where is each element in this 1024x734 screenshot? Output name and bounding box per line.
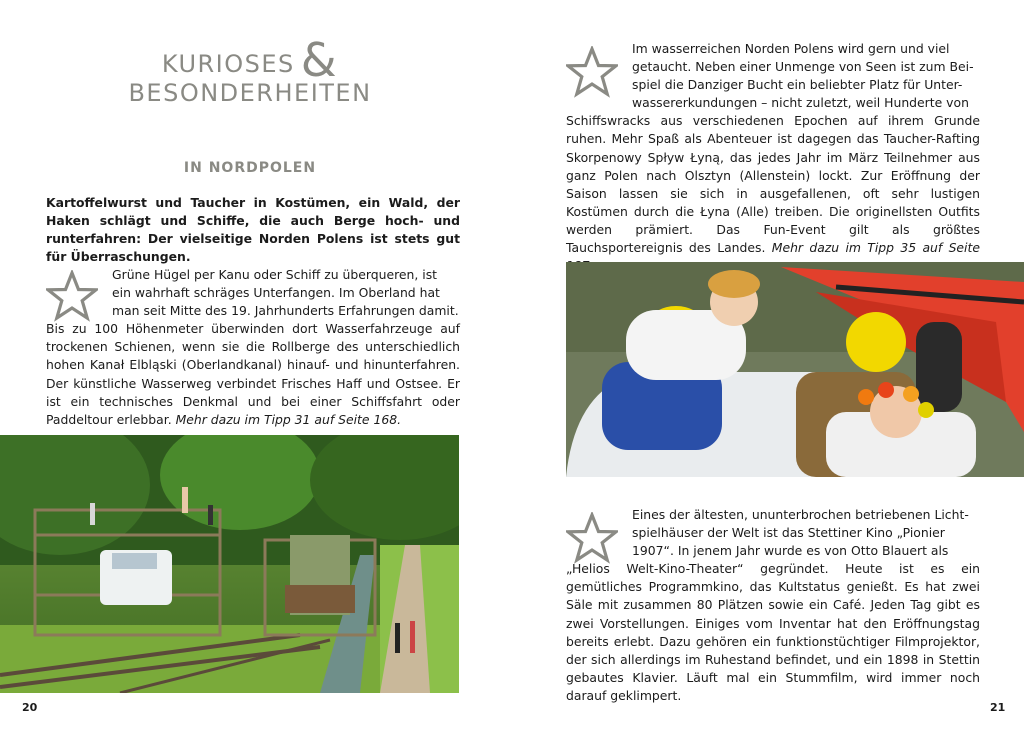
cinema-line-3: 1907“. In jenem Jahr wurde es von Otto Blauert als: [632, 543, 949, 559]
page-heading: [80, 33, 420, 108]
canal-line-3: man seit Mitte des 19. Jahrhunderts Erfahrungen damit.: [112, 303, 459, 319]
diving-reference: Mehr dazu im Tipp 35 auf Seite: [771, 240, 980, 256]
article-canal: [46, 266, 460, 429]
cinema-line-1: Eines der ältesten, ununterbrochen betriebenen Licht-: [632, 507, 969, 522]
diving-line-3: spiel die Danziger Bucht ein beliebter Platz für Unter-: [632, 77, 963, 93]
canal-body: Bis zu 100 Höhenmeter überwinden dort Wasserfahrzeuge auf trockenen Schienen, wenn sie die Rollberge des unterschiedlich hohen Kanał Elbląski (Oberlandkanal) hinauf- und hinunterfahren. Der künstliche Wasserweg verbindet Frisches Haff und Ostsee. Er ist ein technisches Denkmal und bei einer Schiffsfahrt oder Paddeltour erlebbar.: [46, 321, 460, 427]
diving-line-4: wassererkundungen – nicht zuletzt, weil Hunderte von: [632, 95, 969, 111]
page-number-left: 20: [22, 701, 38, 714]
right-page: [512, 0, 1024, 734]
heading-ampersand: &: [300, 33, 339, 87]
lead-paragraph: Kartoffelwurst und Taucher in Kostümen, ein Wald, der Haken schlägt und Schiffe, die auch Berge hoch- und runterfahren: Der vielseitige Norden Polens ist stets gut für Überraschungen.: [46, 195, 460, 264]
canal-line-2: ein wahrhaft schräges Unterfangen. Im Oberland hat: [112, 285, 440, 301]
diving-body: Schiffswracks aus verschiedenen Epochen auf ihrem Grunde ruhen. Mehr Spaß als Abenteuer ist dagegen das Taucher-Rafting Skorpenowy Spływ Łyną, das jedes Jahr im März Teilnehmer aus ganz Polen nach Olsztyn (Allenstein) lockt. Zur Eröffnung der Saison lassen sie sich in ausgefallenen, oft sehr lustigen Kostümen durch die Łyna (Alle) treiben. Die originellsten Outfits werden prämiert. Das Fun-Event gilt als größtes Tauchsportereignis des Landes.: [566, 113, 980, 256]
canal-boat-railway-photo: [0, 435, 459, 693]
heading-line-1: KURIOSES: [161, 50, 295, 78]
canal-line-1: Grüne Hügel per Kanu oder Schiff zu überqueren, ist: [112, 267, 438, 282]
costumed-rafting-photo: [566, 262, 1024, 477]
canal-reference: Mehr dazu im Tipp 31 auf Seite 168.: [175, 411, 402, 427]
article-cinema: [566, 506, 980, 705]
page-number-right: 21: [990, 701, 1006, 714]
cinema-line-2: spielhäuser der Welt ist das Stettiner Kino „Pionier: [632, 525, 945, 541]
article-diving: [566, 40, 980, 275]
heading-line-2: BESONDERHEITEN: [128, 79, 372, 107]
subheading: IN NORDPOLEN: [183, 160, 317, 176]
cinema-body: „Helios Welt-Kino-Theater“ gegründet. Heute ist es ein gemütliches Programmkino, das Kultstatus genießt. Es hat zwei Säle mit zusammen 80 Plätzen sowie ein Café. Jeden Tag gibt es zwei Vorstellungen. Einiges vom Inventar hat den Eröffnungstag bereits erlebt. Dazu gehören ein funktionstüchtiger Filmprojektor, der sich allerdings im Ruhestand befindet, und ein 1898 in Stettin gebautes Klavier. Läuft mal ein Stummfilm, wird immer noch darauf geklimpert.: [566, 561, 980, 703]
diving-line-2: getaucht. Neben einer Unmenge von Seen ist zum Bei-: [632, 59, 974, 75]
diving-line-1: Im wasserreichen Norden Polens wird gern und viel: [632, 41, 950, 56]
